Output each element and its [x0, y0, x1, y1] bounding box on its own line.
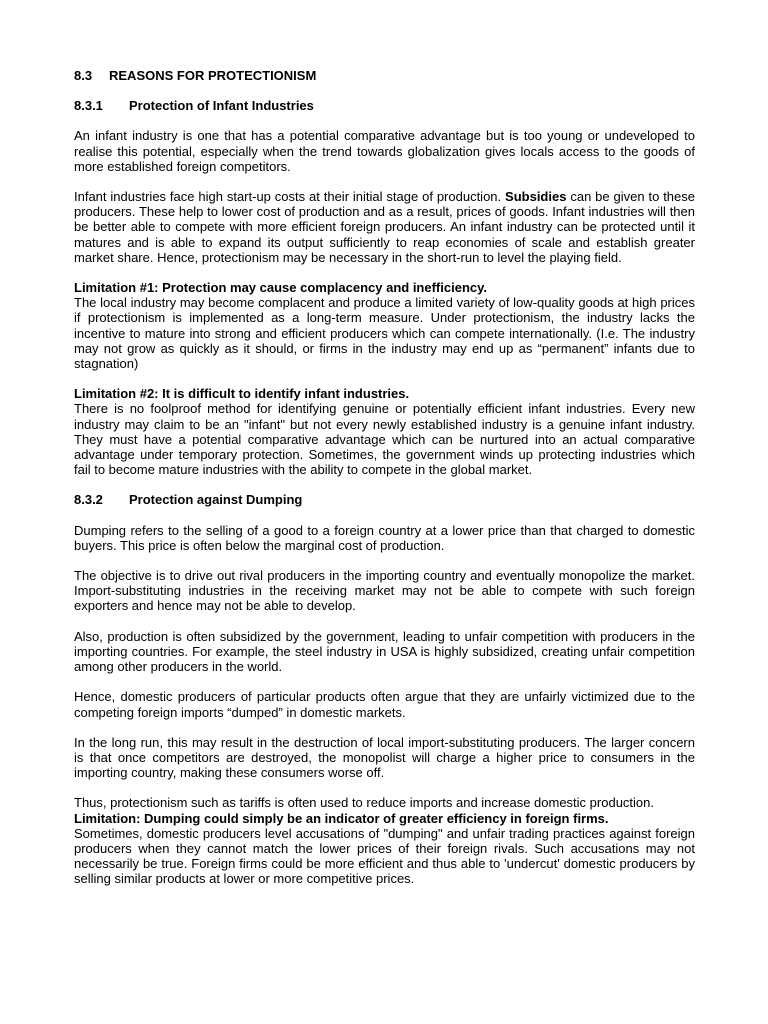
paragraph: An infant industry is one that has a potential comparative advantage but is too young or undeveloped to realise this potential, especially when the trend towards globalization gives locals access to the goods of more established foreign competitors.: [74, 128, 695, 174]
paragraph: [74, 189, 695, 265]
subsection-number: 8.3.1: [74, 98, 103, 114]
paragraph: In the long run, this may result in the destruction of local import-substituting producers. The larger concern is that once competitors are destroyed, the monopolist will charge a higher price to consumers in the importing country, making these consumers worse off.: [74, 734, 695, 781]
document-page: [74, 68, 695, 902]
section-heading: [74, 68, 695, 83]
limitation-title: Limitation #1: Protection may cause complacency and inefficiency.: [74, 280, 487, 296]
limitation-block: [74, 811, 695, 887]
section-number: 8.3: [74, 68, 93, 83]
subsection-heading-dumping: [74, 492, 695, 507]
paragraph: Also, production is often subsidized by the government, leading to unfair competition with producers in the importing countries. For example, the steel industry in USA is highly subsidized, creating unfair competition among other producers in the world.: [74, 628, 695, 675]
section-title: REASONS FOR PROTECTIONISM: [109, 68, 317, 83]
limitation-title: Limitation: Dumping could simply be an indicator of greater efficiency in foreign firms.: [74, 810, 609, 826]
subsection-title: Protection against Dumping: [129, 492, 303, 508]
subsection-title: Protection of Infant Industries: [129, 98, 314, 114]
paragraph: Dumping refers to the selling of a good to a foreign country at a lower price than that charged to domestic buyers. This price is often below the marginal cost of production.: [74, 522, 695, 553]
paragraph-text: can be given to these producers. These help to lower cost of production and as a result, prices of goods. Infant industries will then be better able to compete with more efficient foreign producers. An infant industry can be protected until it matures and is able to expand its output sufficiently to reap economies of scale and establish greater market share. Hence, protectionism may be necessary in the short-run to level the playing field.: [74, 189, 696, 265]
paragraph-text: Infant industries face high start-up costs at their initial stage of production.: [74, 189, 506, 205]
bold-term: Subsidies: [505, 189, 567, 205]
limitation-title: Limitation #2: It is difficult to identify infant industries.: [74, 386, 410, 402]
limitation-text: The local industry may become complacent and produce a limited variety of low-quality goods at high prices if protectionism is implemented as a long-term measure. Under protectionism, the industry lacks the incentive to mature into strong and efficient producers which can compete internationally. (I.e. The industry may not grow as quickly as it should, or firms in the industry may end up as “permanent” infants due to stagnation): [74, 295, 695, 372]
limitation-text: There is no foolproof method for identifying genuine or potentially efficient infant industries. Every new industry may claim to be an "infant" but not every newly established industry is a genuine infant industry. They must have a potential comparative advantage which can be nurtured into an actual comparative advantage under temporary protection. Sometimes, the government winds up protecting industries which fail to become mature industries with the ability to compete in the global market.: [74, 401, 695, 478]
paragraph: The objective is to drive out rival producers in the importing country and eventually monopolize the market. Import-substituting industries in the receiving market may not be able to compete with such foreign exporters and hence may not be able to develop.: [74, 568, 695, 614]
paragraph: Thus, protectionism such as tariffs is often used to reduce imports and increase domestic production.: [74, 795, 654, 811]
subsection-number: 8.3.2: [74, 492, 103, 508]
limitation-block: [74, 386, 695, 477]
subsection-heading-infant: [74, 98, 695, 113]
limitation-text: Sometimes, domestic producers level accusations of "dumping" and unfair trading practices against foreign producers when they cannot match the lower prices of their foreign rivals. Such accusations may not necessarily be true. Foreign firms could be more efficient and thus able to 'undercut' domestic producers by selling similar products at lower or more competitive prices.: [74, 825, 695, 887]
paragraph: Hence, domestic producers of particular products often argue that they are unfairly victimized due to the competing foreign imports “dumped” in domestic markets.: [74, 689, 695, 720]
limitation-block: [74, 280, 695, 371]
